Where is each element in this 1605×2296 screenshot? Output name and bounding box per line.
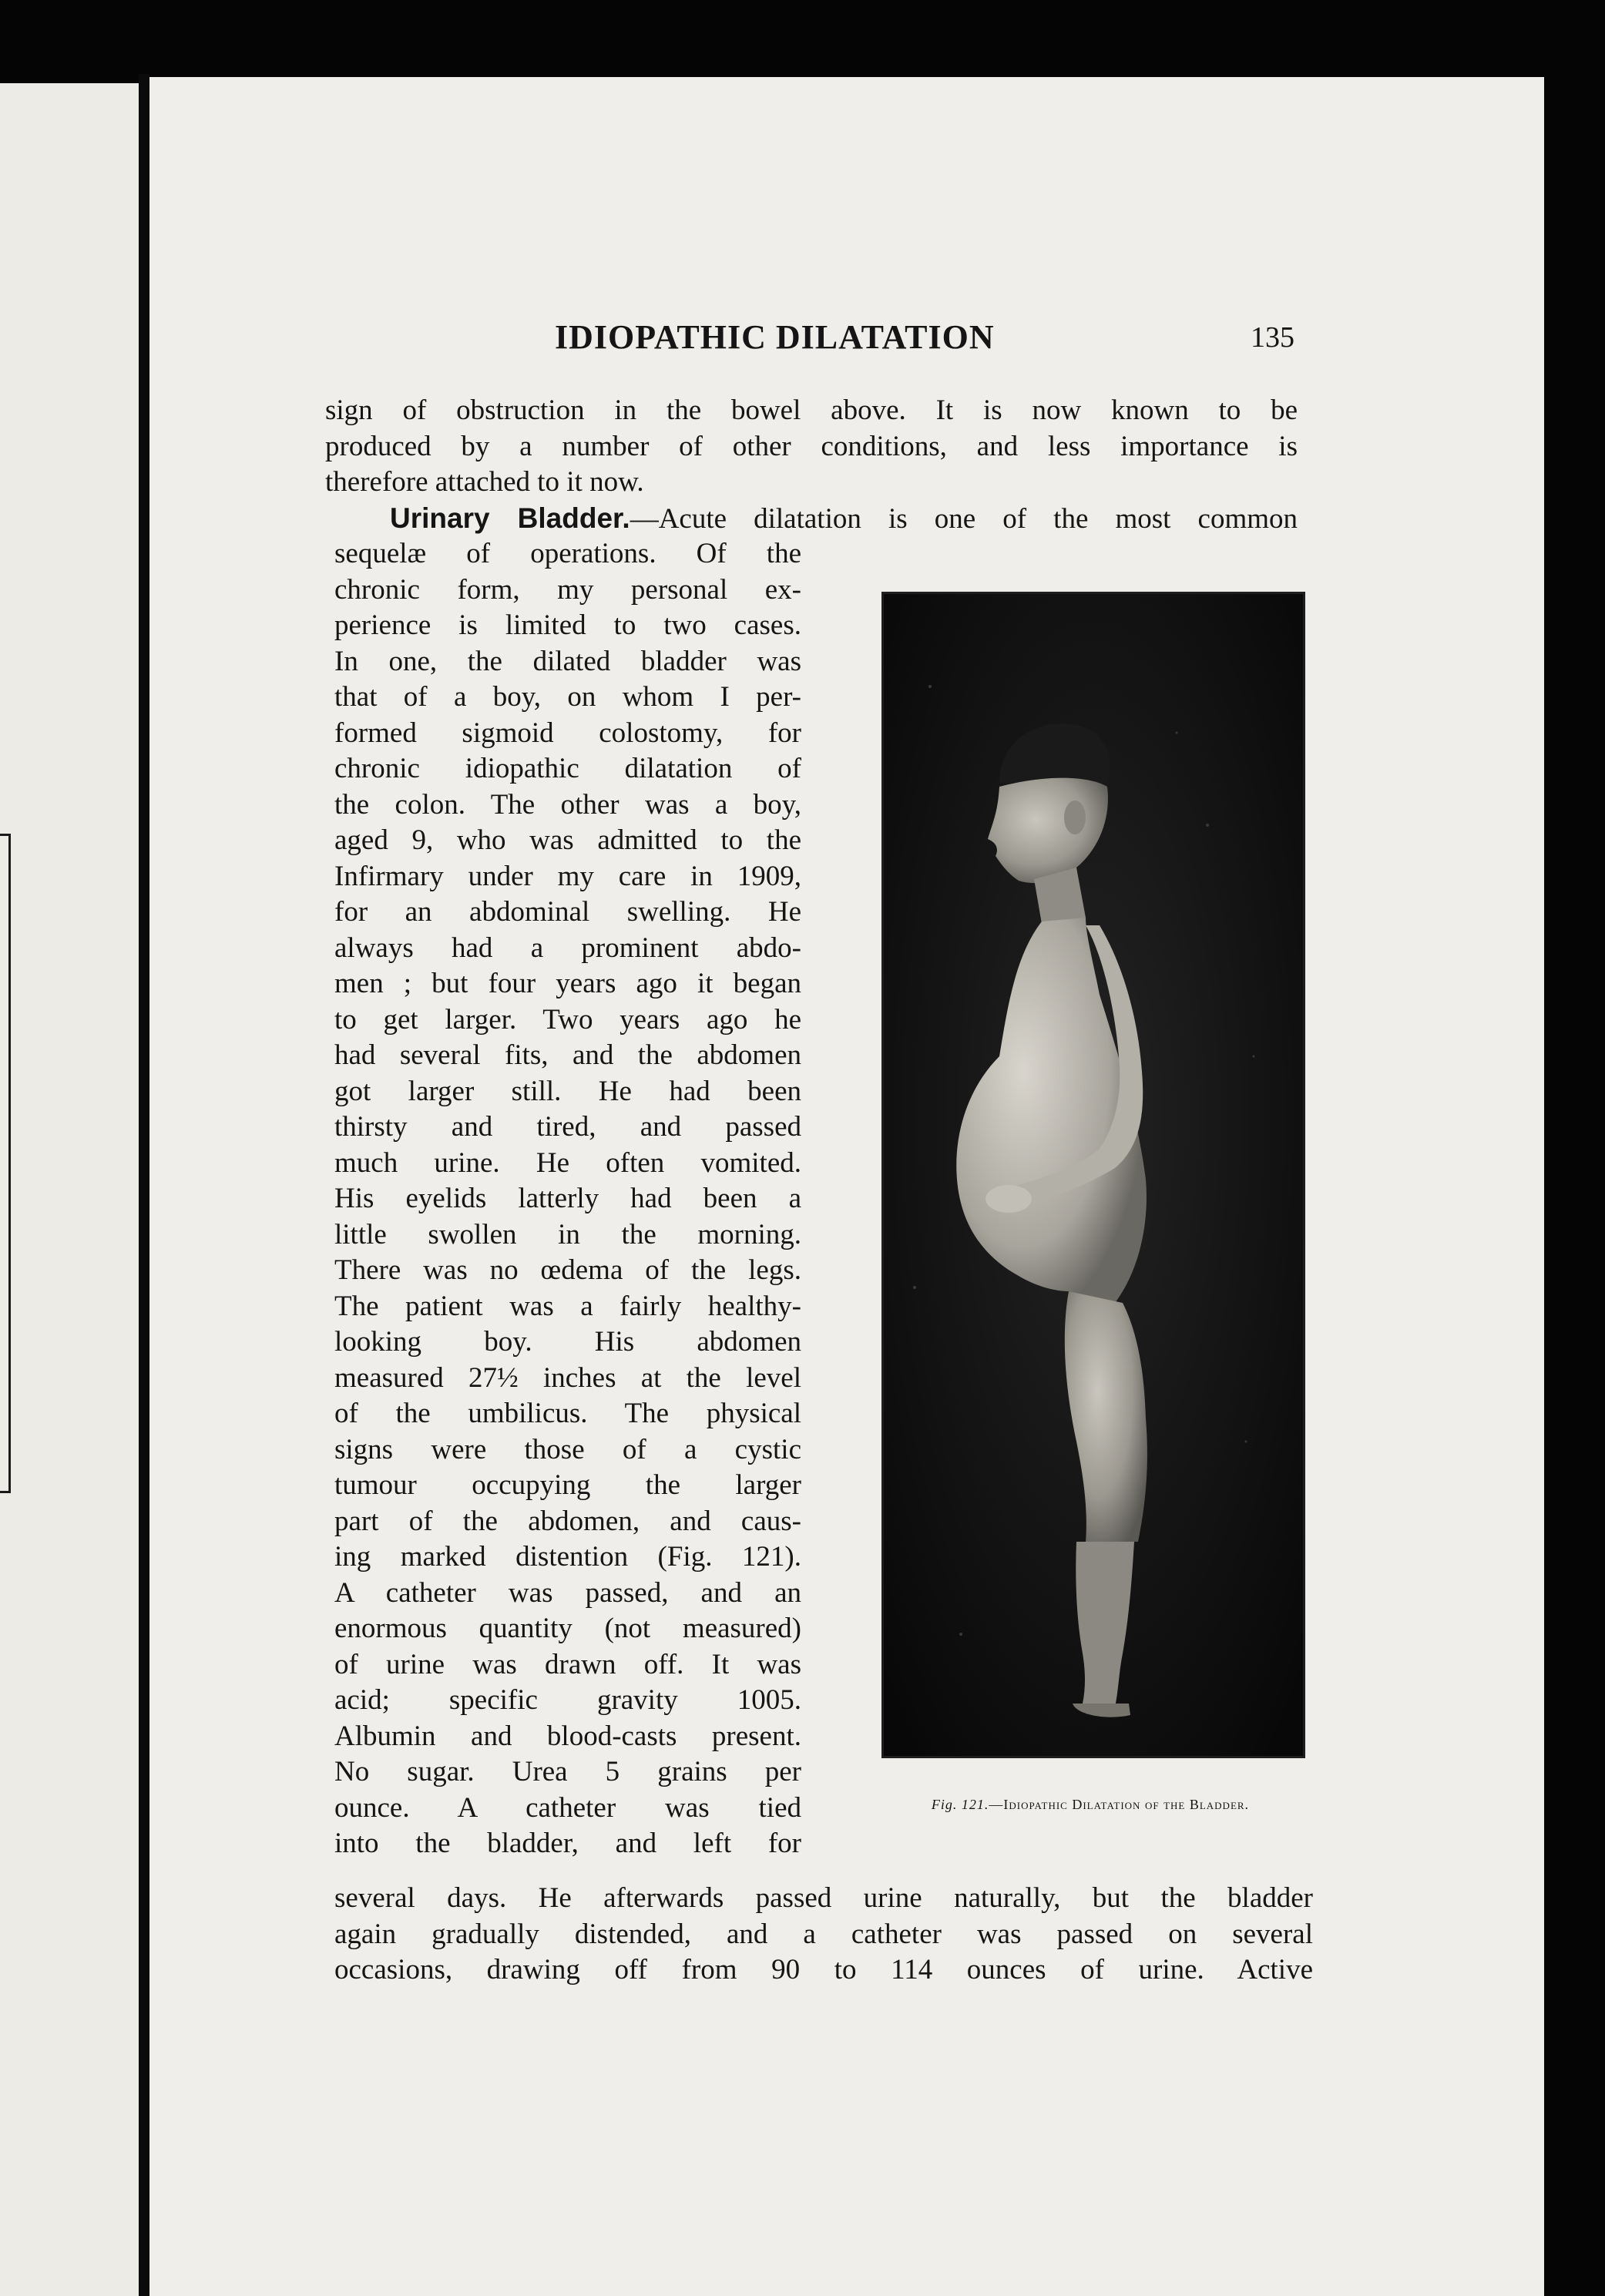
figure-photograph bbox=[881, 592, 1305, 1758]
text-line: formed sigmoid colostomy, for bbox=[334, 717, 801, 749]
top-paragraph bbox=[325, 393, 1298, 536]
text-line: of the umbilicus. The physical bbox=[334, 1398, 801, 1429]
text-line: aged 9, who was admitted to the bbox=[334, 824, 801, 856]
text-line: that of a boy, on whom I per- bbox=[334, 681, 801, 713]
figure-number: Fig. 121. bbox=[931, 1797, 989, 1812]
text-line: little swollen in the morning. bbox=[334, 1218, 801, 1250]
text-line: to get larger. Two years ago he bbox=[334, 1003, 801, 1036]
text-line: for an abdominal swelling. He bbox=[334, 896, 801, 928]
text-line: Albumin and blood-casts present. bbox=[334, 1720, 801, 1752]
adjacent-page-figure-border bbox=[0, 834, 11, 1493]
text-line: the colon. The other was a boy, bbox=[334, 788, 801, 821]
text-line: acid; specific gravity 1005. bbox=[334, 1684, 801, 1716]
text-line: thirsty and tired, and passed bbox=[334, 1111, 801, 1143]
text-line: chronic form, my personal ex- bbox=[334, 573, 801, 606]
page-number: 135 bbox=[1251, 321, 1294, 354]
text-line: perience is limited to two cases. bbox=[334, 609, 801, 641]
adjacent-page-edge bbox=[0, 83, 139, 2296]
text-line: sign of obstruction in the bowel above. It is now known to be bbox=[325, 394, 1298, 426]
text-line: There was no œdema of the legs. bbox=[334, 1254, 801, 1286]
text-line: Infirmary under my care in 1909, bbox=[334, 860, 801, 892]
text-line: of urine was drawn off. It was bbox=[334, 1648, 801, 1680]
section-lead-text: —Acute dilatation is one of the most common bbox=[630, 502, 1298, 535]
text-line: A catheter was passed, and an bbox=[334, 1576, 801, 1609]
text-line: had several fits, and the abdomen bbox=[334, 1039, 801, 1071]
text-line: ing marked distention (Fig. 121). bbox=[334, 1541, 801, 1573]
text-line: men ; but four years ago it began bbox=[334, 968, 801, 999]
book-spine-shadow bbox=[139, 74, 149, 2296]
text-line: tumour occupying the larger bbox=[334, 1469, 801, 1501]
text-line: The patient was a fairly healthy- bbox=[334, 1290, 801, 1322]
bottom-paragraph bbox=[334, 1881, 1313, 1989]
text-line: His eyelids latterly had been a bbox=[334, 1183, 801, 1214]
figure-caption bbox=[863, 1795, 1318, 1814]
text-line: ounce. A catheter was tied bbox=[334, 1791, 801, 1824]
section-heading: Urinary Bladder. bbox=[390, 502, 630, 534]
text-line: produced by a number of other conditions, and less importance is bbox=[325, 430, 1298, 462]
section-lead-line bbox=[325, 501, 1298, 537]
text-line: chronic idiopathic dilatation of bbox=[334, 753, 801, 784]
text-line: occasions, drawing off from 90 to 114 ounces of urine. Active bbox=[334, 1954, 1313, 1986]
figure-title: —Idiopathic Dilatation of the Bladder. bbox=[989, 1797, 1250, 1812]
text-line: looking boy. His abdomen bbox=[334, 1326, 801, 1358]
column-paragraph bbox=[334, 536, 801, 1862]
text-line: enormous quantity (not measured) bbox=[334, 1613, 801, 1644]
text-line: sequelæ of operations. Of the bbox=[334, 538, 801, 569]
text-line: signs were those of a cystic bbox=[334, 1433, 801, 1465]
text-line: several days. He afterwards passed urine naturally, but the bladder bbox=[334, 1882, 1313, 1914]
text-line: always had a prominent abdo- bbox=[334, 931, 801, 964]
boy-photograph-illustration bbox=[884, 594, 1303, 1756]
text-line: got larger still. He had been bbox=[334, 1075, 801, 1107]
text-line: therefore attached to it now. bbox=[325, 466, 644, 498]
text-line: again gradually distended, and a catheter was passed on several bbox=[334, 1918, 1313, 1950]
text-line: into the bladder, and left for bbox=[334, 1828, 801, 1859]
page-header bbox=[555, 317, 1294, 364]
running-title: IDIOPATHIC DILATATION bbox=[555, 318, 995, 356]
text-line: measured 27½ inches at the level bbox=[334, 1361, 801, 1394]
text-line: part of the abdomen, and caus- bbox=[334, 1505, 801, 1537]
text-line: In one, the dilated bladder was bbox=[334, 645, 801, 677]
text-line: much urine. He often vomited. bbox=[334, 1146, 801, 1179]
text-line: No sugar. Urea 5 grains per bbox=[334, 1756, 801, 1787]
